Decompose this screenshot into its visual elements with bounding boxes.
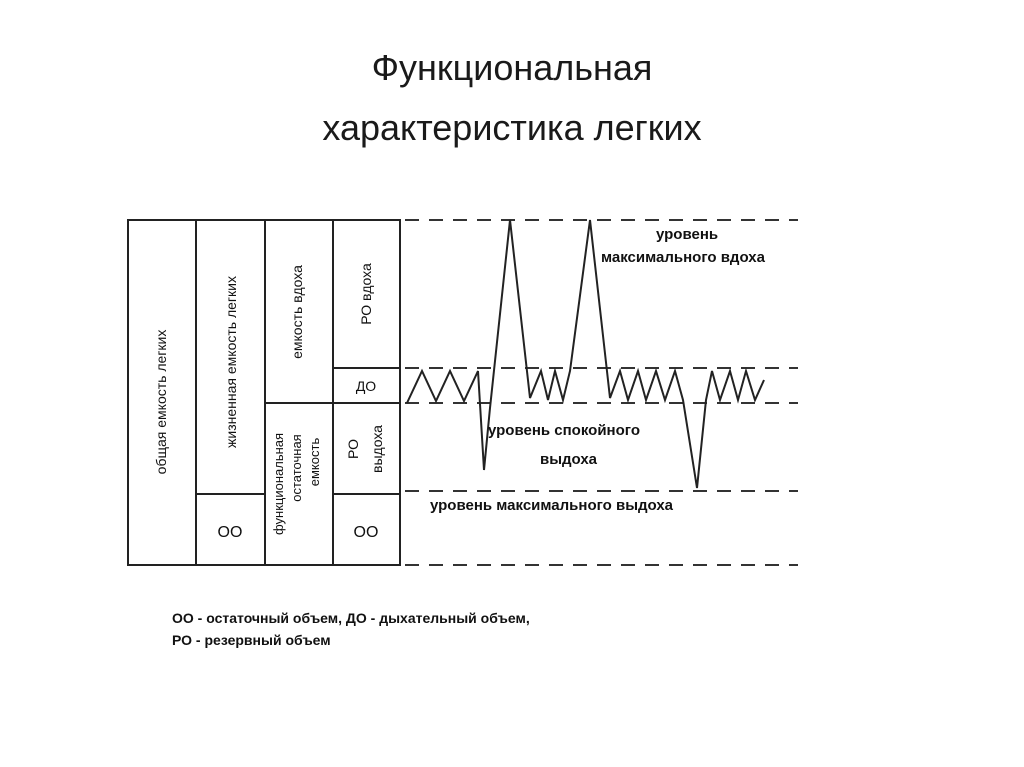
max-exhale-label: уровень максимального выдоха <box>430 497 674 514</box>
label-frc-line-1: функциональная <box>271 432 286 536</box>
max-inhale-label-line-2: максимального вдоха <box>601 249 765 266</box>
label-vital-capacity: жизненная емкость легких <box>223 276 239 448</box>
calm-exhale-label-line-1: уровень спокойного <box>488 422 640 439</box>
label-expiratory-reserve-line-1: РО <box>345 439 361 459</box>
calm-exhale-label-line-2: выдоха <box>540 451 598 468</box>
title-line-1: Функциональная <box>371 47 653 88</box>
label-oo-left: ОО <box>217 524 243 541</box>
label-tidal-volume: ДО <box>355 378 377 394</box>
label-total-capacity: общая емкость легких <box>153 329 169 475</box>
label-inspiratory-capacity: емкость вдоха <box>289 265 305 359</box>
label-oo-right: ОО <box>353 524 379 541</box>
legend-line-2: РО - резервный объем <box>172 632 331 648</box>
label-frc-line-2: остаточная <box>289 434 304 502</box>
legend <box>172 607 530 651</box>
label-inspiratory-reserve: РО вдоха <box>358 263 374 325</box>
title-line-2: характеристика легких <box>322 107 702 148</box>
max-inhale-label-line-1: уровень <box>656 226 719 243</box>
label-expiratory-reserve-line-2: выдоха <box>369 425 385 473</box>
label-frc-line-3: емкость <box>307 437 322 487</box>
legend-line-1: ОО - остаточный объем, ДО - дыхательный объем, <box>172 610 530 626</box>
